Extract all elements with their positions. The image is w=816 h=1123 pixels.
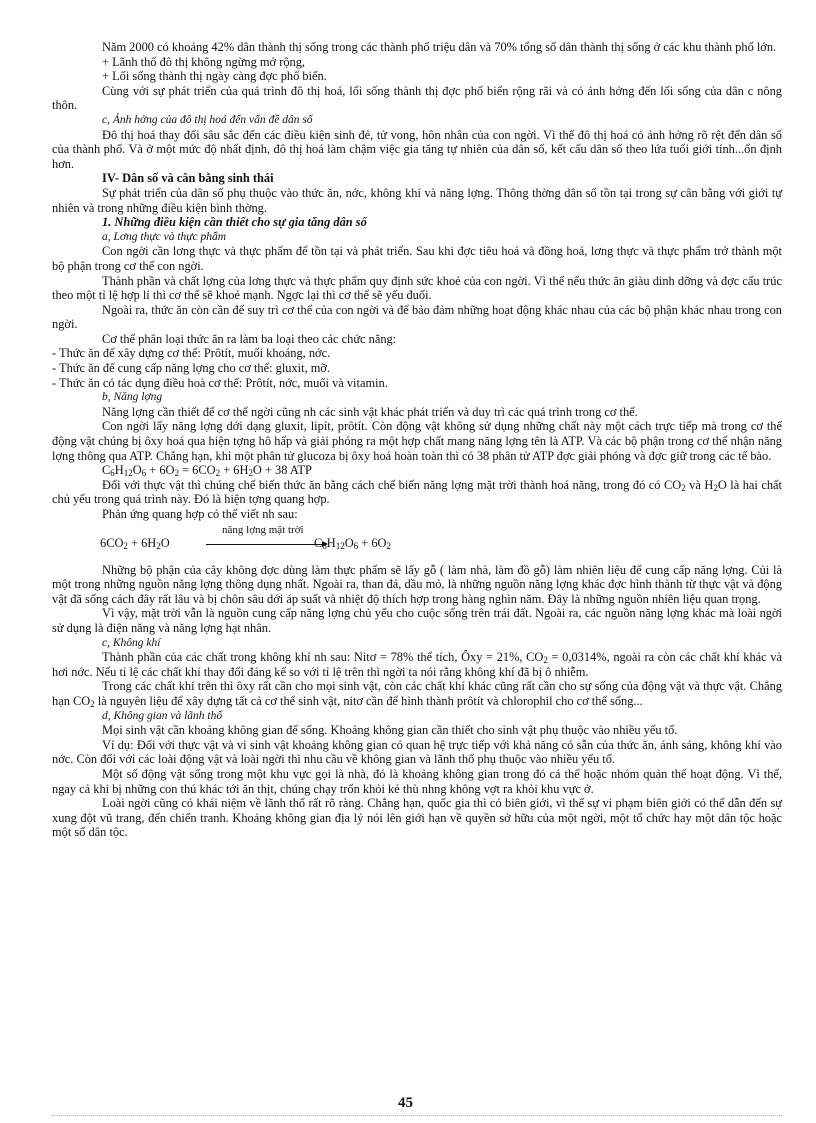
subheading-d: d, Không gian và lãnh thổ [102, 709, 223, 722]
paragraph: Năm 2000 có khoảng 42% dân thành thị sống trong các thành phố triệu dân và 70% tổng số dân thành thị sống ở các khu thành phố lớn. [102, 40, 777, 54]
paragraph: Trong các chất khí trên thì ôxy rất cần cho mọi sinh vật, còn các chất khí khác cũng rất cần cho sự sống của động vật và thực vật. Chẳng hạn $CO_2$ là nguyên liệu để xây dựng tất cả cơ thể sinh vật, nitơ cần để hình thành prôtít và chlorophil cho cơ thể sống... [52, 679, 782, 709]
paragraph: Mọi sinh vật cần khoảng không gian để sống. Khoảng không gian cần thiết cho sinh vật phụ thuộc vào nhiều yếu tố. [102, 723, 678, 738]
list-item: - Thức ăn để cung cấp năng lợng cho cơ thể: gluxit, mỡ. [52, 361, 331, 376]
paragraph: Thành phần và chất lợng của lơng thực và thực phẩm quy định sức khoẻ của con ngời. Vì thế nếu thức ăn giàu dinh dỡng và đợc cấu trúc theo một tỉ lệ hợp lí thì cơ thể sẽ khoẻ mạnh. Ngợc lại thì cơ thể sẽ yếu đuối. [52, 273, 782, 303]
paragraph: Đối với thực vật thì chúng chế biến thức ăn bằng cách chế biến năng lợng mặt trời thành hoá năng, trong đó có $CO_2$ và $H_2O$ là hai chất chủ yếu trong quá trình này. Đó là hiện tợng quang hợp. [52, 477, 782, 507]
paragraph: Đô thị hoá thay đổi sâu sắc đến các điều kiện sinh đẻ, tử vong, hôn nhân của con ngời. Vì thế đô thị hoá có ảnh hởng rõ rệt đến dân số của thành phố. Và ở một mức độ nhất định, đô thị hoá làm chậm việc gia tăng tự nhiên của dân số, kết cấu dân số theo lứa tuổi giới tính...ổn định hơn. [52, 127, 782, 171]
paragraph: Ngoài ra, thức ăn còn cần để suy trì cơ thể của con ngời và để bảo đảm những hoạt động khác nhau của các bộ phận khác nhau trong con ngời. [52, 302, 782, 332]
photosynthesis-equation [52, 523, 782, 557]
subheading-c2: c, Không khí [102, 636, 161, 649]
reaction-products: $C_6H_{12}O_6 + 6O_2$ [314, 535, 391, 551]
reaction-arrow-icon [206, 544, 326, 545]
list-item: - Thức ăn để xây dựng cơ thể: Prôtít, muối khoáng, nớc. [52, 346, 331, 361]
paragraph: Thành phần của các chất trong không khí nh sau: Nitơ = 78% thể tích, Ôxy = 21%, $CO_2 = 0,0314\%$, ngoài ra còn các chất khí khác và hơi nớc. Nếu tỉ lệ các chất khí thay đổi đáng kể so với tỉ lệ trên thì ngời ta nói rằng không khí đã bị ô nhiễm. [52, 650, 782, 679]
paragraph: Phản ứng quang hợp có thể viết nh sau: [102, 507, 298, 521]
subheading-a: a, Lơng thực và thực phẩm [102, 230, 227, 243]
paragraph: Cùng với sự phát triển của quá trình đô thị hoá, lối sống thành thị đợc phổ biến rộng rãi và có ảnh hởng đến lối sống của dân c nông thôn. [52, 83, 782, 113]
section-heading-iv: IV- Dân số và cân bằng sinh thái [102, 171, 274, 186]
subheading-b: b, Năng lợng [102, 391, 163, 404]
footer-divider [52, 1115, 782, 1116]
subheading-c: c, Ảnh hởng của đô thị hoá đến vấn đề dân số [102, 113, 313, 126]
heading-1: 1. Những điều kiện cần thiết cho sự gia tăng dân số [102, 215, 367, 230]
reaction-condition: năng lợng mặt trời [222, 523, 304, 536]
list-item: - Thức ăn có tác dụng điều hoà cơ thể: Prôtít, nớc, muối và vitamin. [52, 375, 388, 390]
paragraph: Năng lợng cần thiết để cơ thể ngời cũng nh các sinh vật khác phát triển và duy trì các quá trình trong cơ thể. [102, 404, 638, 419]
bullet-line: + Lối sống thành thị ngày càng đợc phổ biến. [102, 69, 327, 84]
paragraph: Một số động vật sống trong một khu vực gọi là nhà, đó là khoảng không gian trong đó cá thể hoặc nhóm quản thể hoạt động. Vì thế, ngay cả khi bị những con thú khác tới ăn thịt, chúng chạy trốn khỏi kẻ thù nhng không vợt ra khỏi khu vực ở. [52, 766, 782, 796]
paragraph: Vì vậy, mặt trời vẫn là nguồn cung cấp năng lợng chủ yếu cho cuộc sống trên trái đất. Ngoài ra, các nguồn năng lợng khác mà loài ngời sử dụng là điện năng và năng lợng hạt nhân. [52, 606, 782, 635]
page-number: 45 [398, 1095, 413, 1111]
formula-respiration: $C_6H_{12}O_6 + 6O_2 = 6CO_2 + 6H_2O + 38$ ATP [102, 463, 312, 479]
reaction-reactants: $6CO_2 + 6H_2O$ [100, 535, 170, 551]
paragraph: Ví dụ: Đối với thực vật và vi sinh vật khoảng không gian có quan hệ trực tiếp với khả năng có sẵn của thức ăn, ánh sáng, không khí vào nớc. Còn đối với các loài động vật và loài ngời thì nhu cầu về không gian và lãnh thổ phụ thuộc vào nhiều yếu tố. [52, 737, 782, 767]
paragraph: Sự phát triển của dân số phụ thuộc vào thức ăn, nớc, không khí và năng lợng. Thông thờng dân số tồn tại trong sự cân bằng với giới tự nhiên và trong những điều kiện bình thờng. [52, 185, 782, 215]
paragraph: Con ngời lấy năng lợng dới dạng gluxit, lipít, prôtít. Còn động vật không sử dụng những chất này một cách trực tiếp mà trong cơ thể động vật chúng bị ôxy hoá qua hiện tợng hô hấp và giải phóng ra một hợp chất mang năng lợng tên là ATP. Và các bộ phận trong cơ thể nhận năng lợng thông qua ATP. Chẳng hạn, khi một phân tử glucoza bị ôxy hoá hoàn toàn thì có 38 phân tử ATP đợc giải phóng và đợc giữ trong các tế bào. [52, 419, 782, 463]
bullet-line: + Lãnh thổ đô thị không ngừng mở rộng, [102, 54, 306, 69]
paragraph: Những bộ phận của cây không đợc dùng làm thực phẩm sẽ lấy gỗ ( làm nhà, làm đồ gỗ) làm nhiên liệu để cung cấp năng lợng. Củi là một trong những nguồn năng lợng thông dụng nhất. Ngoài ra, than đá, dầu mỏ, là những nguồn năng lợng khác đợc hình thành từ thực vật và động vật đã sống cách đây rất lâu và bị chôn sâu dới áp suất và nhiệt độ thích hợp trong hàng nghìn năm. Đây là những nguồn nhiên liệu quan trọng. [52, 562, 782, 606]
document-page [52, 40, 782, 840]
paragraph: Cơ thể phân loại thức ăn ra làm ba loại theo các chức năng: [102, 331, 397, 346]
paragraph: Loài ngời cũng có khái niệm về lãnh thổ rất rõ ràng. Chẳng hạn, quốc gia thì có biên giới, vì thế sự vi phạm biên giới có thể dẫn đến sự xung đột vũ trang, đến chiến tranh. Khoảng không gian địa lý nói lên giới hạn về quyền sở hữu của một ngời, một tổ chức hay một dân tộc hoặc một số dân tộc. [52, 796, 782, 840]
paragraph: Con ngời cần lơng thực và thực phẩm để tồn tại và phát triển. Sau khi đợc tiêu hoá và đồng hoá, lơng thực và thực phẩm trở thành một bộ phận trong cơ thể con ngời. [52, 244, 782, 273]
